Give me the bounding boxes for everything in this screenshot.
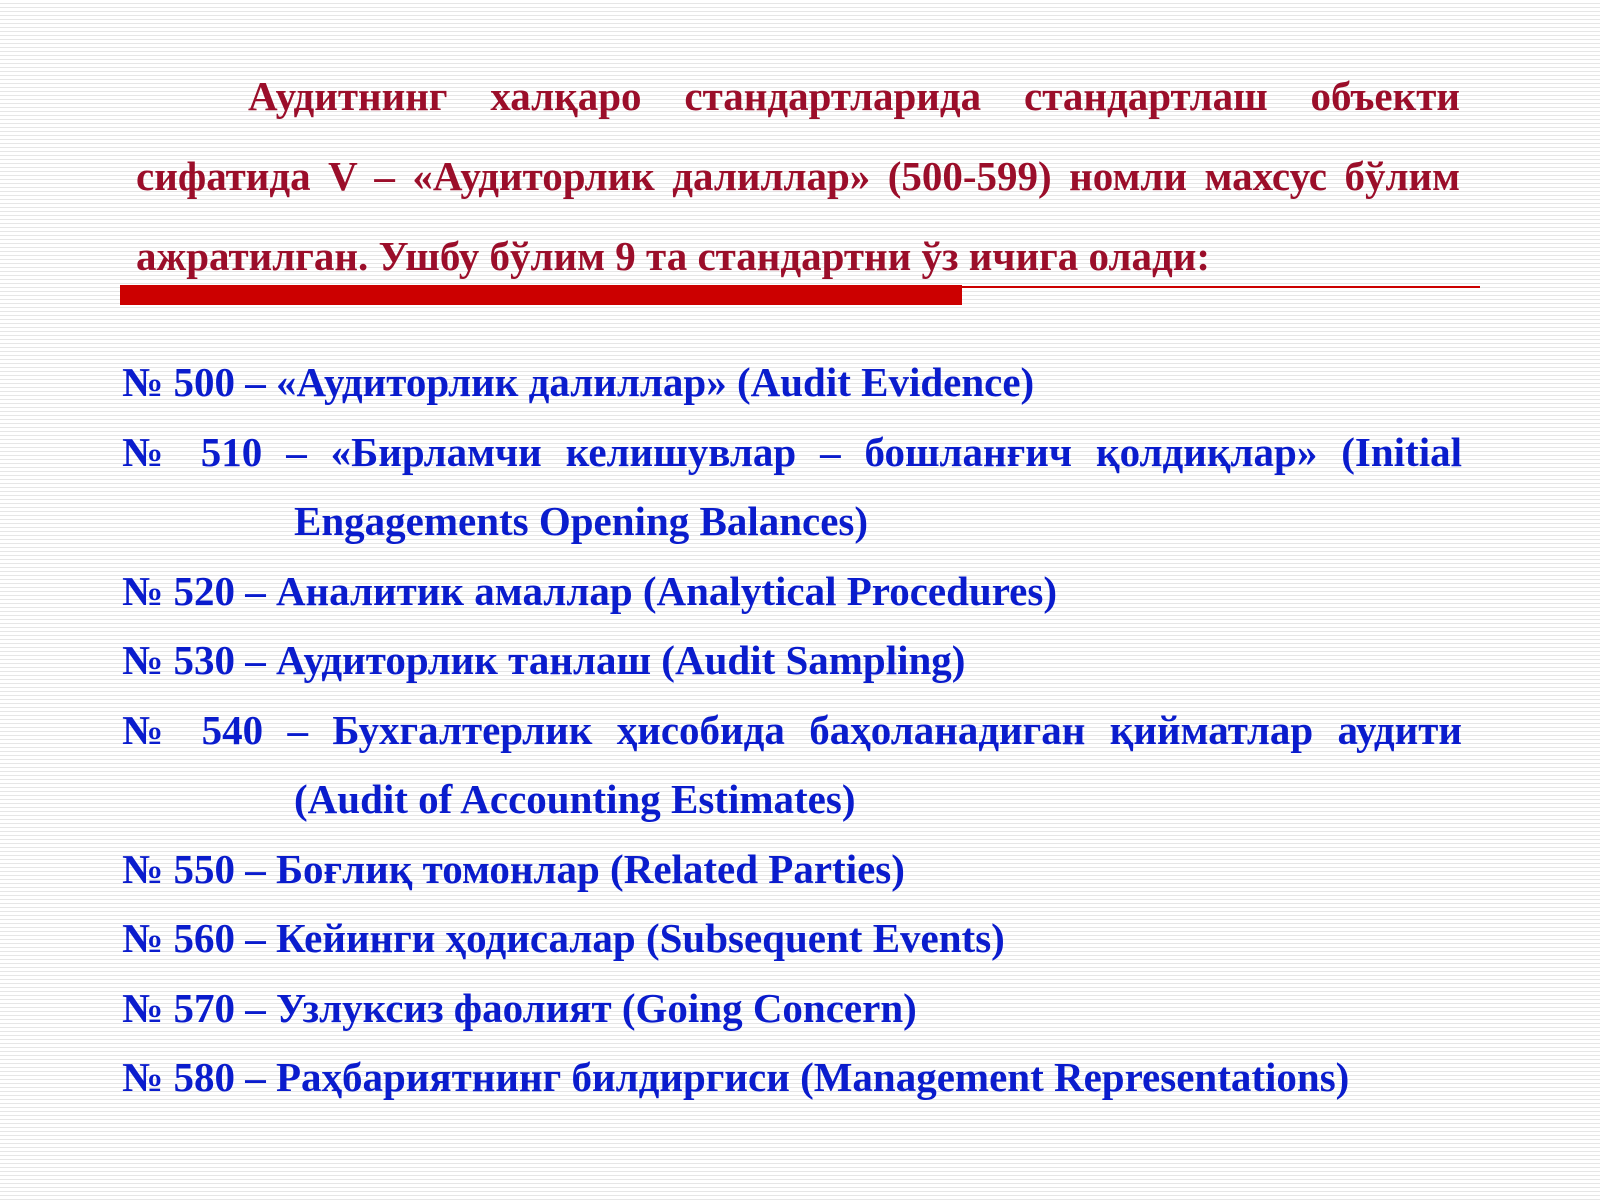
standard-item-550: № 550 – Боғлиқ томонлар (Related Parties) — [122, 845, 905, 892]
standard-item-570: № 570 – Узлуксиз фаолият (Going Concern) — [122, 984, 917, 1031]
standards-list — [122, 348, 1462, 1113]
standard-item-500: № 500 – «Аудиторлик далиллар» (Audit Evidence) — [122, 359, 1035, 405]
standard-item-530: № 530 – Аудиторлик танлаш (Audit Sampling) — [122, 637, 966, 683]
standard-item-560: № 560 – Кейинги ҳодисалар (Subsequent Events) — [122, 915, 1005, 961]
standard-item-580: № 580 – Раҳбариятнинг билдиргиси (Management Representations) — [122, 1054, 1350, 1100]
standard-item-510: № 510 – «Бирламчи келишувлар – бошланғич қолдиқлар» (Initial Engagements Opening Balances) — [122, 428, 1462, 544]
standard-item-520: № 520 – Аналитик амаллар (Analytical Procedures) — [122, 567, 1057, 614]
title-divider — [120, 285, 1480, 307]
divider-thick-bar — [120, 285, 962, 305]
standard-item-540: № 540 – Бухгалтерлик ҳисобида баҳоланадиган қийматлар аудити (Audit of Accounting Estimates) — [122, 706, 1462, 822]
divider-thin-line — [962, 286, 1480, 288]
intro-paragraph: Аудитнинг халқаро стандартларида стандартлаш объекти сифатида V – «Аудиторлик далиллар» (500-599) номли махсус бўлим ажратилган. Ушбу бўлим 9 та стандартни ўз ичига олади: — [136, 73, 1460, 279]
